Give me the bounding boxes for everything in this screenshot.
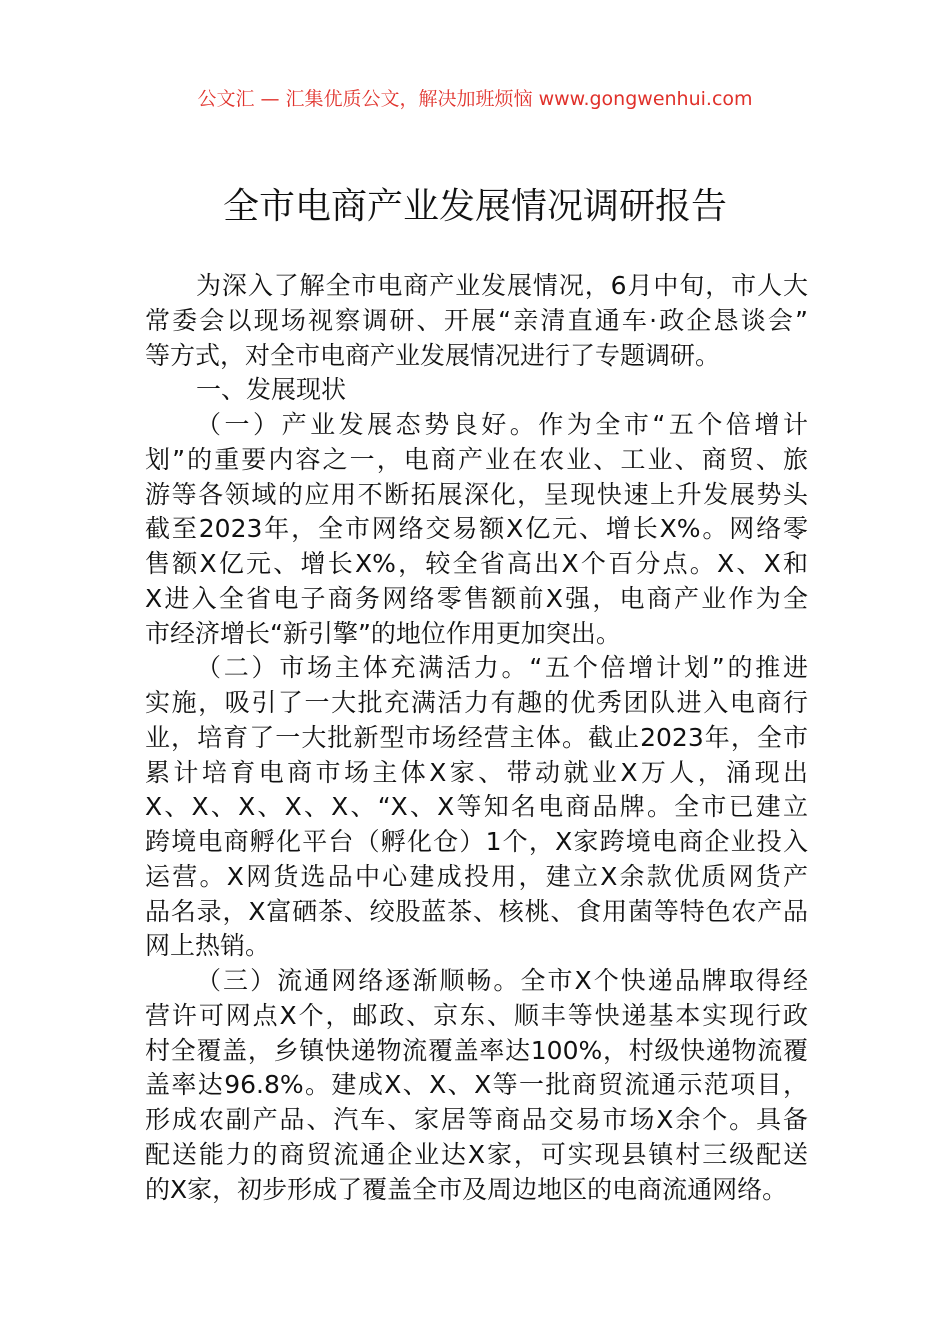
paragraph bbox=[145, 651, 808, 964]
text-line: 的X家，初步形成了覆盖全市及周边地区的电商流通网络。 bbox=[145, 1174, 788, 1204]
text-line: 划”的重要内容之一，电商产业在农业、工业、商贸、旅 bbox=[145, 444, 808, 474]
text-line: 累计培育电商市场主体X家、带动就业X万人，涌现出 bbox=[145, 757, 808, 787]
text-line: 村全覆盖，乡镇快递物流覆盖率达100%，村级快递物流覆 bbox=[145, 1035, 808, 1065]
text-line: 游等各领域的应用不断拓展深化，呈现快速上升发展势头 bbox=[145, 479, 808, 509]
text-line: 一、发展现状 bbox=[196, 375, 347, 405]
paragraph bbox=[145, 269, 808, 373]
text-line: （三）流通网络逐渐顺畅。全市X个快递品牌取得经 bbox=[196, 966, 808, 995]
text-line: X、X、X、X、X、“X、X等知名电商品牌。全市已建立 bbox=[145, 792, 808, 822]
text-line: 常委会以现场视察调研、开展“亲清直通车·政企恳谈会” bbox=[145, 305, 808, 335]
section-heading bbox=[145, 373, 808, 408]
watermark-header: 公文汇 — 汇集优质公文，解决加班烦恼 www.gongwenhui.com bbox=[197, 88, 753, 110]
text-line: 实施，吸引了一大批充满活力有趣的优秀团队进入电商行 bbox=[145, 688, 808, 717]
text-line: 配送能力的商贸流通企业达X家，可实现县镇村三级配送 bbox=[145, 1139, 808, 1169]
text-line: 形成农副产品、汽车、家居等商品交易市场X余个。具备 bbox=[145, 1105, 808, 1134]
text-line: X进入全省电子商务网络零售额前X强，电商产业作为全 bbox=[145, 583, 808, 613]
paragraph bbox=[145, 964, 808, 1207]
paragraph bbox=[145, 408, 808, 651]
document-title: 全市电商产业发展情况调研报告 bbox=[222, 186, 727, 227]
text-line: 售额X亿元、增长X%，较全省高出X个百分点。X、X和 bbox=[145, 549, 808, 578]
text-line: （一）产业发展态势良好。作为全市“五个倍增计 bbox=[196, 410, 808, 439]
text-line: 等方式，对全市电商产业发展情况进行了专题调研。 bbox=[145, 340, 721, 370]
text-line: 跨境电商孵化平台（孵化仓）1个，X家跨境电商企业投入 bbox=[145, 827, 808, 856]
text-line: 截至2023年，全市网络交易额X亿元、增长X%。网络零 bbox=[145, 514, 808, 544]
text-line: （二）市场主体充满活力。“五个倍增计划”的推进 bbox=[196, 653, 808, 683]
text-line: 营许可网点X个，邮政、京东、顺丰等快递基本实现行政 bbox=[145, 1000, 808, 1030]
text-line: 为深入了解全市电商产业发展情况，6月中旬，市人大 bbox=[196, 271, 808, 300]
text-line: 盖率达96.8%。建成X、X、X等一批商贸流通示范项目， bbox=[145, 1070, 808, 1100]
document-body bbox=[145, 269, 808, 1207]
text-line: 网上热销。 bbox=[145, 931, 271, 961]
text-line: 运营。X网货选品中心建成投用，建立X余款优质网货产 bbox=[145, 861, 808, 891]
text-line: 品名录，X富硒茶、绞股蓝茶、核桃、食用菌等特色农产品 bbox=[145, 896, 808, 926]
text-line: 市经济增长“新引擎”的地位作用更加突出。 bbox=[145, 618, 621, 648]
text-line: 业，培育了一大批新型市场经营主体。截止2023年，全市 bbox=[145, 722, 808, 752]
